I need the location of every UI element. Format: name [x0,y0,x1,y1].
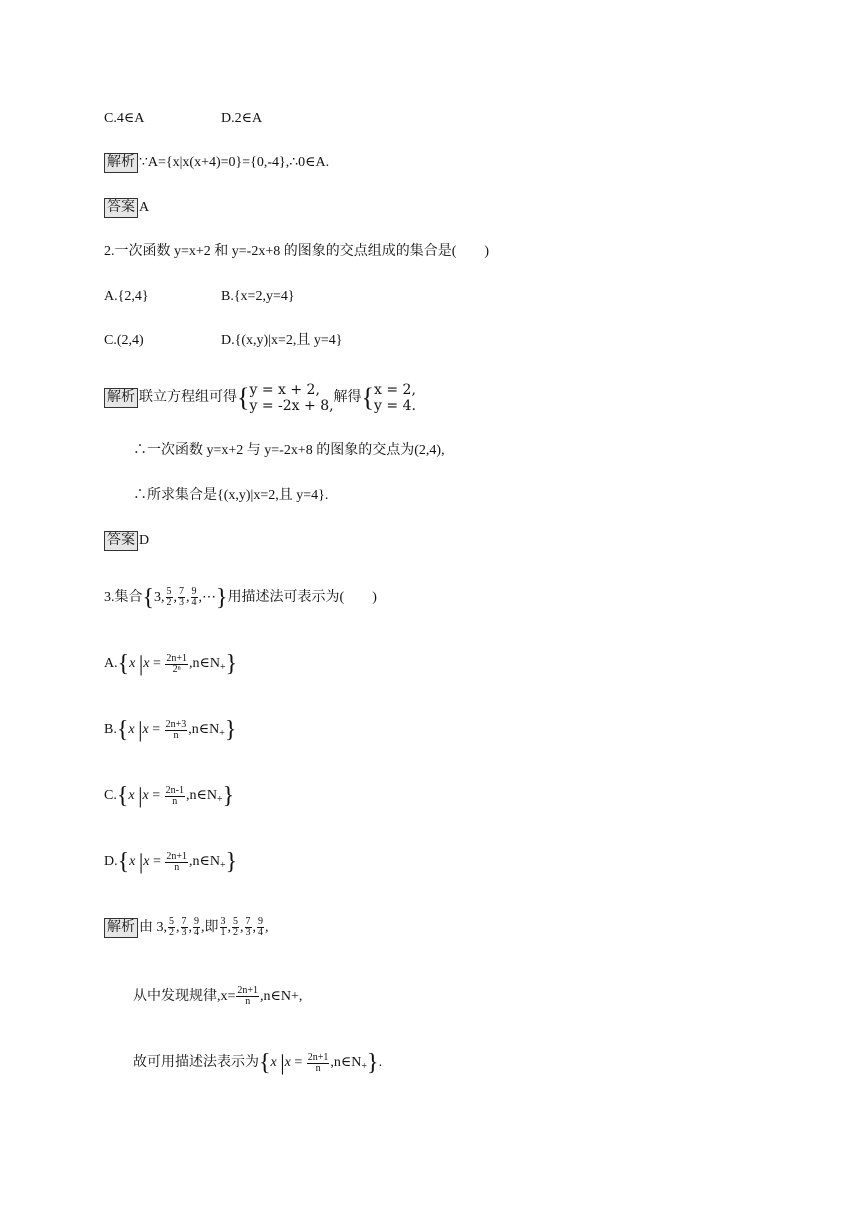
q1-option-d: D.2∈A [221,111,263,126]
q3-option-c: C.{x |x = $\frac{2n-1}{n}$ $,n\in N_+$} [104,783,235,809]
answer-text: D [139,533,150,548]
q1-option-c: C.4∈A [104,111,145,126]
right-brace: } [216,584,228,611]
left-brace: { [237,383,250,412]
left-brace: { [361,383,375,412]
q3-analysis-line3: 故可用描述法表示为{x |x = $\frac{2n+1}{n}$ $,n\in N_+$}. [133,1050,383,1076]
analysis-text: ∵A={x|x(x+4)=0}={0,-4},∴0∈A. [139,155,330,170]
fraction: $\frac{7}{3}$ [179,586,185,609]
line3-lead: 故可用描述法表示为 [133,1055,259,1071]
line2-lead: 从中发现规律,x= [133,989,236,1004]
analysis-tag: 解析 [104,153,138,173]
solve-word: 解得 [333,390,362,406]
q2-answer [104,531,149,551]
analysis-lead: 联立方程组可得 [139,390,237,406]
q2-option-b: B.{x=2,y=4} [221,289,295,304]
q2-stem: 2.一次函数 y=x+2 和 y=-2x+8 的图象的交点组成的集合是( ) [104,244,490,259]
q2-option-c: C.(2,4) [104,333,144,348]
set-first: 3, [154,590,165,605]
q2-analysis-line2: ∴一次函数 y=x+2 与 y=-2x+8 的图象的交点为(2,4), [133,443,445,458]
q3-option-b: B.{x |x = $\frac{2n+3}{n}$ $,n\in N_+$} [104,717,237,743]
equation-system-2: x = 2, y = 4. [374,382,416,414]
analysis-tag: 解析 [104,388,138,408]
q1-analysis [104,153,329,173]
fraction: $\frac{9}{4}$ [191,586,197,609]
q2-analysis-line3: ∴所求集合是{(x,y)|x=2,且 y=4}. [133,488,329,503]
q2-option-a: A.{2,4} [104,289,149,304]
q3-analysis: 解析 由 3, $\frac{5}{2}$ , $\frac{7}{3}$ , $\frac{9}{4}$ ,即 $\frac{3}{1}$ , $\frac{5}{2}$ , $\frac{7}{3}$ , $\frac{9}{4}$ , [104,915,269,941]
answer-tag: 答案 [104,198,138,218]
stem-prefix: 3.集合 [104,590,143,605]
line2-tail: ,n∈N+, [260,989,303,1004]
q3-option-d: D.{x |x = $\frac{2n+1}{n}$ $,n\in N_+$} [104,849,238,875]
answer-tag: 答案 [104,531,138,551]
fraction: $\frac{2n+1}{n}$ [307,1051,329,1074]
q2-option-d: D.{(x,y)|x=2,且 y=4} [221,333,343,348]
stem-suffix: 用描述法可表示为( ) [227,590,377,605]
q3-analysis-line2 [133,984,302,1010]
fraction: $\frac{5}{2}$ [166,586,172,609]
analysis-tag: 解析 [104,918,138,938]
q3-option-a: A.{x |x = $\frac{2n+1}{\text{2ⁿ}}$ $,n\in N_+$} [104,651,238,677]
q3-stem: 3.集合{3, $\frac{5}{2}$ , $\frac{7}{3}$ , $\frac{9}{4}$ ,⋯}用描述法可表示为( ) [104,584,377,611]
answer-text: A [139,200,150,215]
fraction: $\frac{2n+1}{n}$ [237,985,259,1008]
q2-analysis [104,382,416,414]
q1-answer [104,198,149,218]
left-brace: { [142,584,155,611]
analysis-lead: 由 3, [139,920,167,935]
equation-system-1: y = x + 2, y = -2x + 8, [249,382,334,414]
analysis-mid: ,即 [201,920,219,935]
